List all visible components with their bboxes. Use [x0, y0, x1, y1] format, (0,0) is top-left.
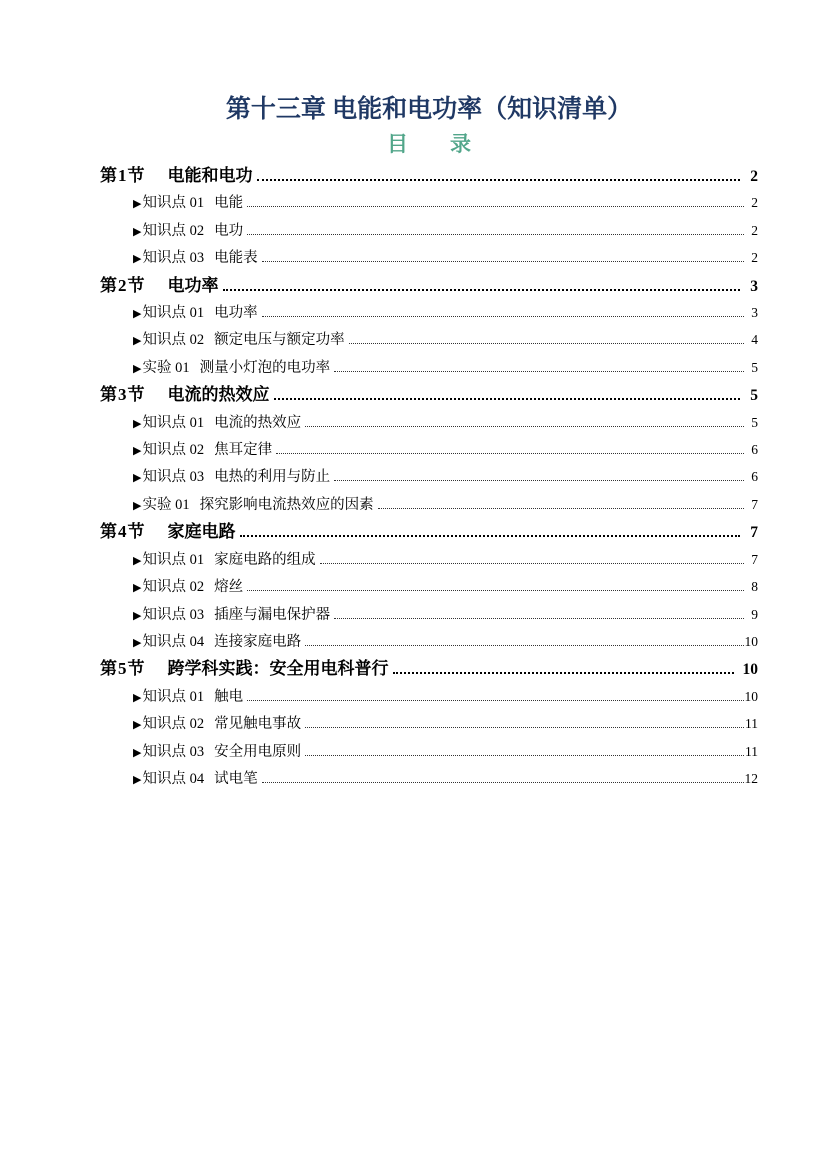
page-number: 9: [751, 606, 758, 622]
item-label: 知识点 01: [142, 551, 205, 568]
triangle-bullet-icon: ▶: [133, 445, 142, 458]
item-label: 知识点 01: [142, 688, 205, 705]
item-title: 探究影响电流热效应的因素: [199, 496, 374, 513]
triangle-bullet-icon: ▶: [133, 417, 142, 430]
toc-item-row[interactable]: [100, 601, 758, 628]
item-title: 电功率: [214, 305, 258, 322]
page-number: 8: [751, 579, 758, 595]
item-label: 知识点 03: [142, 250, 205, 267]
page-number: 6: [751, 442, 758, 458]
dot-leader: [240, 535, 741, 537]
toc-heading: 目 录: [387, 132, 471, 156]
triangle-bullet-icon: ▶: [133, 253, 142, 266]
item-title: 电功: [214, 222, 244, 239]
dot-leader: [247, 206, 744, 207]
triangle-bullet-icon: ▶: [133, 362, 142, 375]
toc-item-row[interactable]: [100, 738, 758, 765]
dot-leader: [247, 234, 744, 235]
page-number: 5: [751, 359, 758, 375]
triangle-bullet-icon: ▶: [133, 609, 142, 622]
triangle-bullet-icon: ▶: [133, 636, 142, 649]
page-number: 6: [751, 469, 758, 485]
item-title: 焦耳定律: [214, 442, 273, 459]
item-label: 知识点 03: [142, 743, 205, 760]
dot-leader: [393, 672, 734, 674]
document-title: 第十三章 电能和电功率（知识清单）: [225, 96, 633, 123]
dot-leader: [305, 426, 744, 427]
triangle-bullet-icon: ▶: [133, 582, 142, 595]
page-number: 10: [742, 661, 758, 679]
dot-leader: [334, 618, 744, 619]
section-number: 第4节: [100, 522, 146, 542]
page-number: 2: [751, 195, 758, 211]
triangle-bullet-icon: ▶: [133, 198, 142, 211]
dot-leader: [320, 563, 744, 564]
page-number: 7: [751, 496, 758, 512]
triangle-bullet-icon: ▶: [133, 472, 142, 485]
section-title: 电功率: [167, 275, 219, 295]
item-title: 家庭电路的组成: [214, 551, 316, 568]
item-title: 额定电压与额定功率: [214, 332, 345, 349]
item-label: 知识点 02: [142, 442, 205, 459]
dot-leader: [378, 508, 744, 509]
page-number: 2: [751, 222, 758, 238]
section-number: 第2节: [100, 275, 146, 295]
item-title: 电能: [214, 195, 244, 212]
dot-leader: [247, 700, 744, 701]
section-number: 第1节: [100, 166, 146, 185]
toc-item-row[interactable]: [100, 244, 758, 271]
dot-leader: [334, 371, 744, 372]
page-number: 3: [751, 305, 758, 321]
item-title: 测量小灯泡的电功率: [199, 359, 331, 376]
section-title: 电流的热效应: [167, 385, 270, 405]
item-label: 知识点 02: [142, 222, 205, 239]
toc-section-row[interactable]: [100, 655, 758, 682]
item-title: 触电: [214, 688, 244, 705]
section-title: 电能和电功: [167, 166, 253, 185]
item-label: 知识点 01: [142, 195, 205, 212]
item-label: 知识点 02: [142, 716, 205, 733]
item-title: 安全用电原则: [214, 743, 302, 760]
triangle-bullet-icon: ▶: [133, 308, 142, 321]
toc-item-row[interactable]: [100, 628, 758, 655]
page-number: 10: [744, 688, 758, 704]
item-title: 熔丝: [214, 579, 244, 596]
triangle-bullet-icon: ▶: [133, 691, 142, 704]
item-title: 电热的利用与防止: [214, 469, 331, 486]
item-title: 插座与漏电保护器: [214, 606, 331, 623]
toc-item-row[interactable]: [100, 326, 758, 353]
dot-leader: [262, 782, 744, 783]
dot-leader: [257, 179, 741, 181]
item-label: 实验 01: [142, 359, 190, 376]
section-title: 跨学科实践：安全用电科普行: [167, 659, 389, 679]
item-label: 知识点 02: [142, 332, 205, 349]
triangle-bullet-icon: ▶: [133, 335, 142, 348]
page-number: 10: [744, 633, 758, 649]
toc-item-row[interactable]: [100, 546, 758, 573]
toc-item-row[interactable]: [100, 710, 758, 737]
page-number: 4: [751, 332, 758, 348]
dot-leader: [305, 727, 744, 728]
item-title: 连接家庭电路: [214, 633, 302, 650]
dot-leader: [276, 453, 744, 454]
item-label: 知识点 01: [142, 305, 205, 322]
dot-leader: [262, 316, 744, 317]
item-title: 试电笔: [214, 770, 258, 787]
item-title: 电流的热效应: [214, 414, 302, 431]
dot-leader: [223, 289, 741, 291]
item-title: 电能表: [214, 250, 258, 267]
item-label: 知识点 02: [142, 579, 205, 596]
page-number: 7: [750, 524, 758, 542]
item-label: 知识点 03: [142, 469, 205, 486]
toc-section-row[interactable]: [100, 272, 758, 299]
page-number: 11: [745, 716, 758, 732]
page-number: 5: [750, 387, 758, 405]
dot-leader: [305, 645, 744, 646]
toc-item-row[interactable]: [100, 299, 758, 326]
toc-item-row[interactable]: [100, 217, 758, 244]
page-number: 3: [750, 277, 758, 295]
dot-leader: [274, 398, 741, 400]
page-number: 7: [751, 551, 758, 567]
dot-leader: [334, 480, 744, 481]
item-label: 知识点 04: [142, 770, 205, 787]
item-label: 知识点 01: [142, 414, 205, 431]
triangle-bullet-icon: ▶: [133, 719, 142, 732]
item-label: 实验 01: [142, 496, 190, 513]
toc-item-row[interactable]: [100, 436, 758, 463]
item-title: 常见触电事故: [214, 716, 302, 733]
toc-section-row[interactable]: [100, 518, 758, 545]
toc-item-row[interactable]: [100, 189, 758, 216]
page-number: 5: [751, 414, 758, 430]
page-number: 2: [751, 250, 758, 266]
triangle-bullet-icon: ▶: [133, 773, 142, 786]
dot-leader: [262, 261, 744, 262]
dot-leader: [247, 590, 744, 591]
toc-item-row[interactable]: [100, 354, 758, 381]
toc-item-row[interactable]: [100, 573, 758, 600]
section-number: 第3节: [100, 385, 146, 405]
triangle-bullet-icon: ▶: [133, 499, 142, 512]
table-of-contents: [100, 162, 758, 792]
triangle-bullet-icon: ▶: [133, 746, 142, 759]
toc-section-row[interactable]: [100, 162, 758, 189]
toc-item-row[interactable]: [100, 491, 758, 518]
item-label: 知识点 04: [142, 633, 205, 650]
dot-leader: [349, 343, 744, 344]
page-number: 11: [745, 743, 758, 759]
dot-leader: [305, 755, 744, 756]
section-title: 家庭电路: [167, 522, 236, 542]
triangle-bullet-icon: ▶: [133, 225, 142, 238]
toc-item-row[interactable]: [100, 463, 758, 490]
section-number: 第5节: [100, 659, 146, 679]
item-label: 知识点 03: [142, 606, 205, 623]
page-number: 12: [744, 770, 758, 786]
toc-section-row[interactable]: [100, 381, 758, 408]
toc-item-row[interactable]: [100, 765, 758, 792]
toc-item-row[interactable]: [100, 683, 758, 710]
toc-item-row[interactable]: [100, 409, 758, 436]
triangle-bullet-icon: ▶: [133, 554, 142, 567]
page-number: 2: [750, 168, 758, 185]
